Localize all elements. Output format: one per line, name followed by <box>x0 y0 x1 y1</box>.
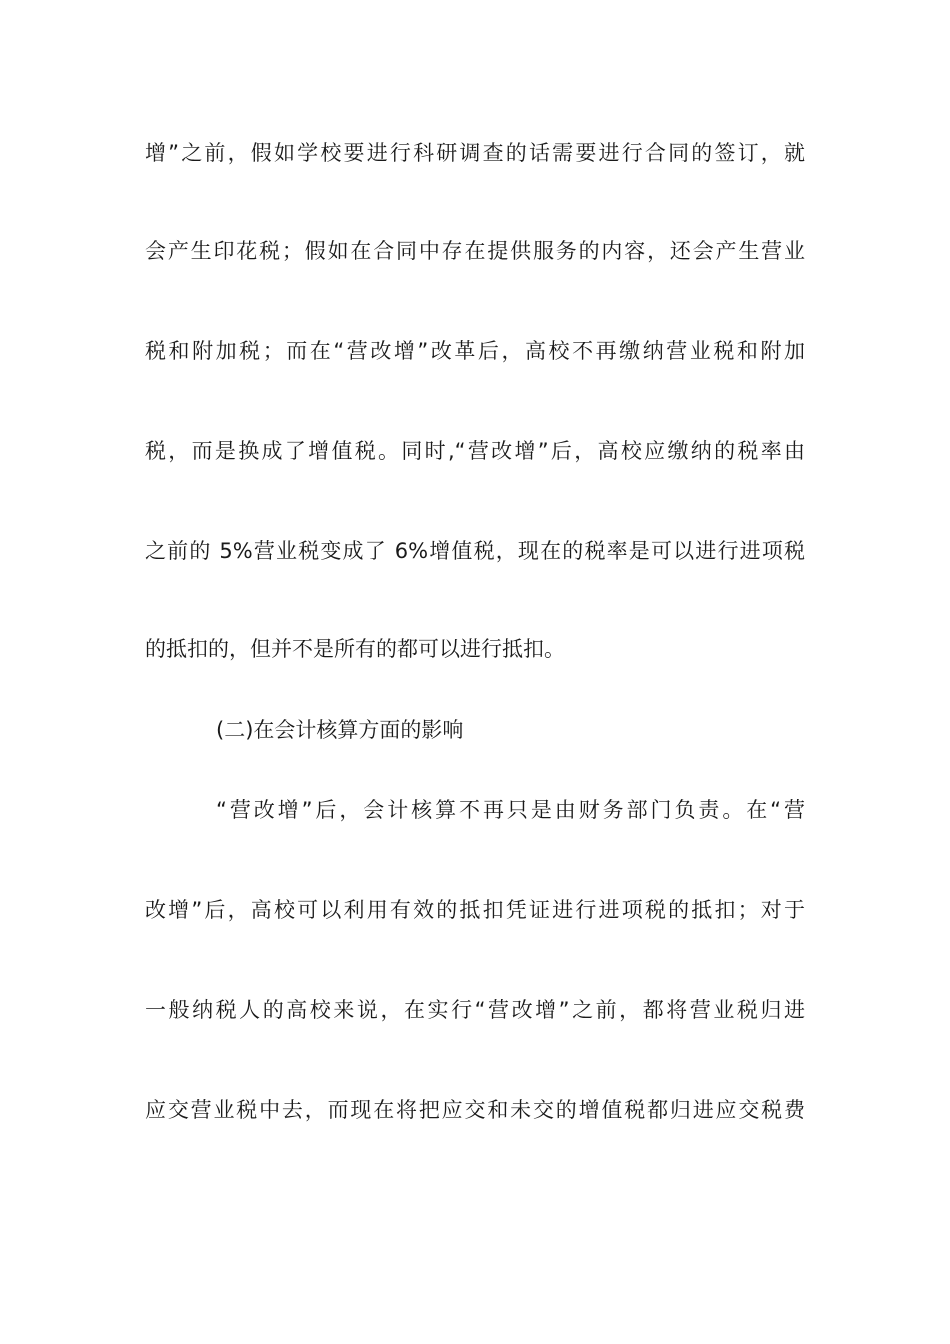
paragraph-1-line-1: 增”之前，假如学校要进行科研调查的话需要进行合同的签订，就 <box>145 141 805 165</box>
paragraph-2-line-1: “营改增”后，会计核算不再只是由财务部门负责。在“营 <box>216 798 805 822</box>
paragraph-2-line-3: 一般纳税人的高校来说，在实行“营改增”之前，都将营业税归进 <box>145 998 805 1022</box>
paragraph-2-line-2: 改增”后，高校可以利用有效的抵扣凭证进行进项税的抵扣；对于 <box>145 898 805 922</box>
paragraph-1-line-5: 之前的 5%营业税变成了 6%增值税，现在的税率是可以进行进项税 <box>145 539 805 563</box>
paragraph-1-line-3: 税和附加税；而在“营改增”改革后，高校不再缴纳营业税和附加 <box>145 339 805 363</box>
paragraph-1-line-2: 会产生印花税；假如在合同中存在提供服务的内容，还会产生营业 <box>145 239 805 263</box>
paragraph-1-line-6: 的抵扣的，但并不是所有的都可以进行抵扣。 <box>145 637 565 661</box>
paragraph-1-line-4: 税，而是换成了增值税。同时,“营改增”后，高校应缴纳的税率由 <box>145 439 805 463</box>
section-heading: (二)在会计核算方面的影响 <box>216 718 464 742</box>
paragraph-2-line-4: 应交营业税中去，而现在将把应交和未交的增值税都归进应交税费 <box>145 1098 805 1122</box>
